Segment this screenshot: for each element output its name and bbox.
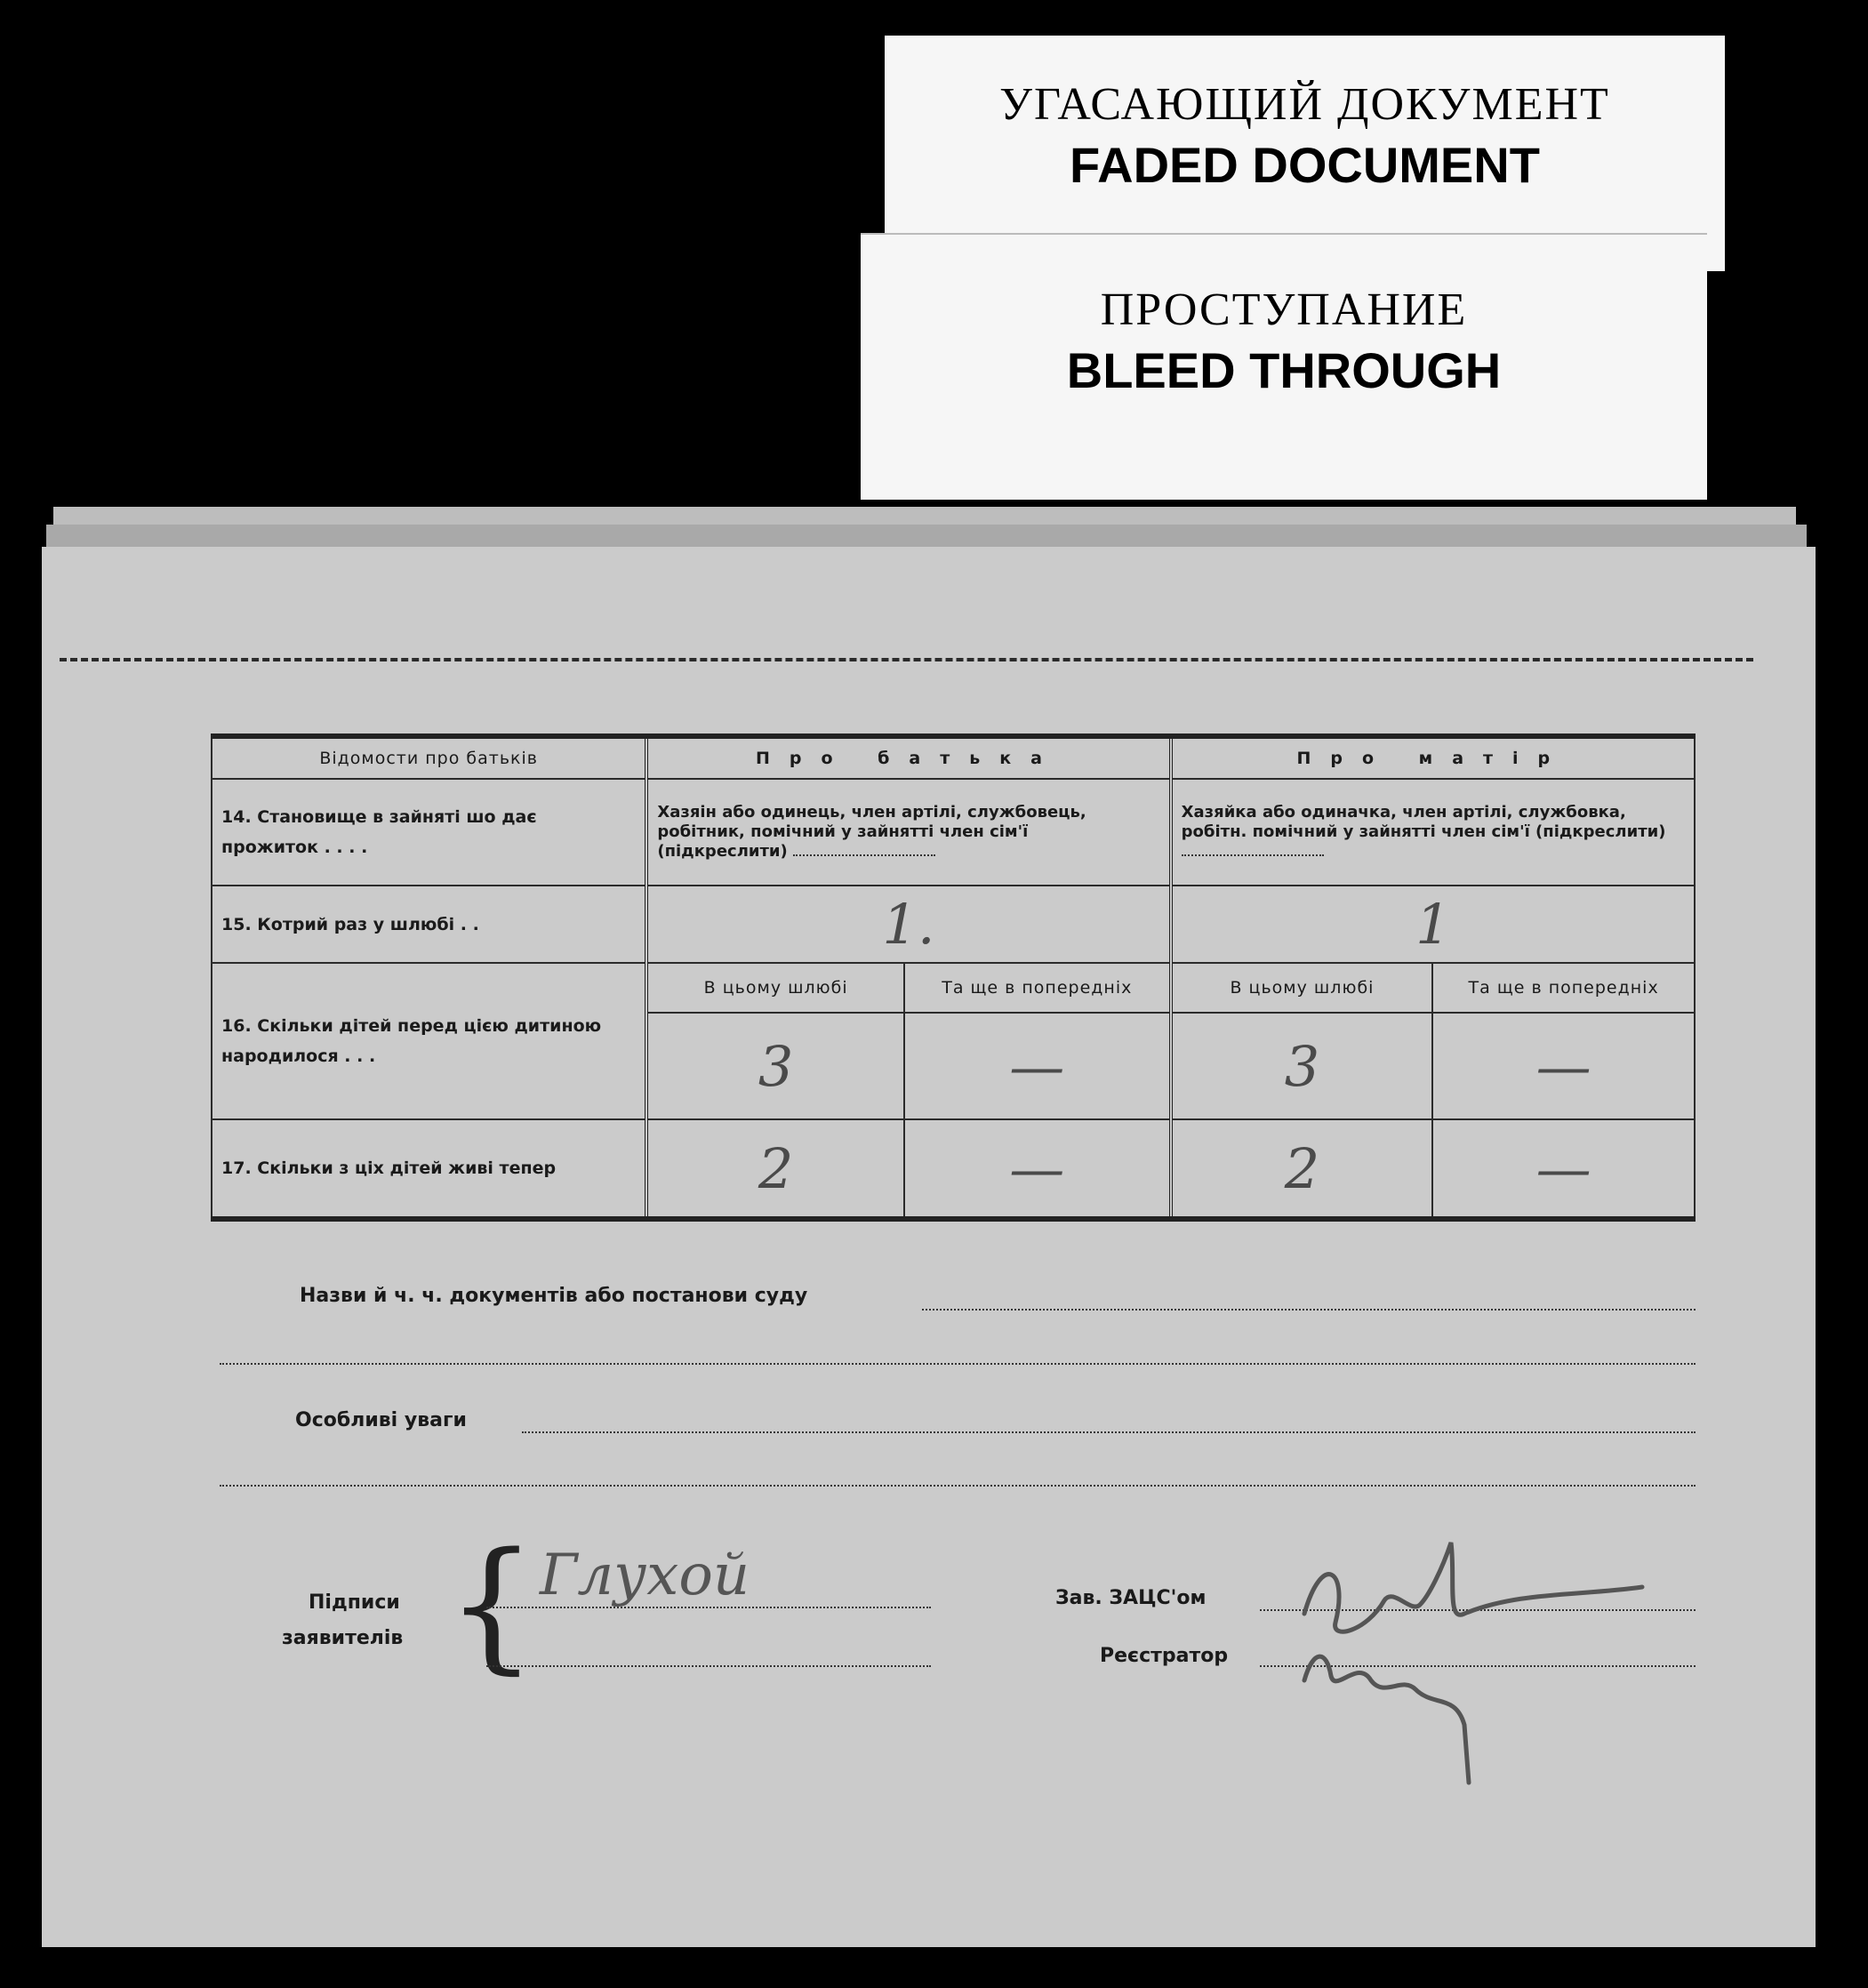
mother-occupation-text: Хазяйка або одиначка, член артілі, службовка, робітн. помічний у зайнятті член сім'ї (підкреслити) (1181, 803, 1666, 841)
perforation-line (60, 658, 1753, 661)
applicant-signature: Глухой (540, 1543, 750, 1608)
question-16: 16. Скільки дітей перед цією дитиною народилося . . . (212, 963, 646, 1119)
documents-label: Назви й ч. ч. документів або постанови суду (300, 1285, 808, 1307)
father-children-alive: 2 (646, 1119, 904, 1219)
father-children-born-prev: — (904, 1013, 1171, 1119)
applicant-signature-line-2[interactable] (486, 1665, 931, 1667)
head-zags-label: Зав. ЗАЦС'ом (1055, 1587, 1207, 1609)
form-page (42, 547, 1816, 1947)
header-father: Про батька (646, 736, 1170, 779)
bleed-through-tab (861, 233, 1707, 500)
father-previous-header: Та ще в попередніх (904, 963, 1171, 1013)
father-marriage-count: 1. (646, 886, 1170, 963)
notes-field[interactable] (522, 1431, 1696, 1433)
faded-label-ru: УГАСАЮЩИЙ ДОКУМЕНТ (999, 79, 1610, 130)
mother-children-born-prev: — (1432, 1013, 1695, 1119)
notes-field-line2[interactable] (220, 1485, 1696, 1487)
father-children-born: 3 (646, 1013, 904, 1119)
mother-children-alive: 2 (1171, 1119, 1433, 1219)
dotted-line (1182, 854, 1324, 856)
mother-marriage-count: 1 (1171, 886, 1695, 963)
page-stack-edge (53, 507, 1796, 525)
mother-this-marriage-header: В цьому шлюбі (1171, 963, 1433, 1013)
mother-children-born: 3 (1171, 1013, 1433, 1119)
brace: { (446, 1521, 537, 1687)
parents-info-table (211, 733, 1696, 1222)
applicant-signature-line-1[interactable] (486, 1607, 931, 1608)
applicants-label-2: заявителів (282, 1627, 404, 1649)
father-this-marriage-header: В цьому шлюбі (646, 963, 904, 1013)
dotted-line (793, 854, 935, 856)
bleed-label-en: BLEED THROUGH (1066, 342, 1502, 398)
page-stack-edge (46, 525, 1807, 547)
question-14: 14. Становище в зайняті шо дає прожиток . . . . (212, 779, 646, 886)
father-children-alive-prev: — (904, 1119, 1171, 1219)
mother-previous-header: Та ще в попередніх (1432, 963, 1695, 1013)
documents-field[interactable] (922, 1309, 1696, 1311)
header-mother: Про матір (1171, 736, 1695, 779)
header-info: Відомости про батьків (212, 736, 646, 779)
question-15: 15. Котрий раз у шлюбі . . (212, 886, 646, 963)
faded-label-en: FADED DOCUMENT (1070, 137, 1540, 193)
official-signatures (1287, 1516, 1660, 1800)
father-occupation (646, 779, 1170, 886)
mother-occupation (1171, 779, 1695, 886)
documents-field-line2[interactable] (220, 1363, 1696, 1365)
applicants-label-1: Підписи (309, 1591, 400, 1614)
bleed-label-ru: ПРОСТУПАНИЕ (1100, 285, 1468, 335)
father-occupation-text: Хазяін або одинець, член артілі, службовець, робітник, помічний у зайнятті член сім'ї (підкреслити) (657, 803, 1086, 861)
mother-children-alive-prev: — (1432, 1119, 1695, 1219)
registrar-label: Реєстратор (1100, 1645, 1229, 1667)
notes-label: Особливі уваги (295, 1409, 467, 1431)
question-17: 17. Скільки з ціх дітей живі тепер (212, 1119, 646, 1219)
